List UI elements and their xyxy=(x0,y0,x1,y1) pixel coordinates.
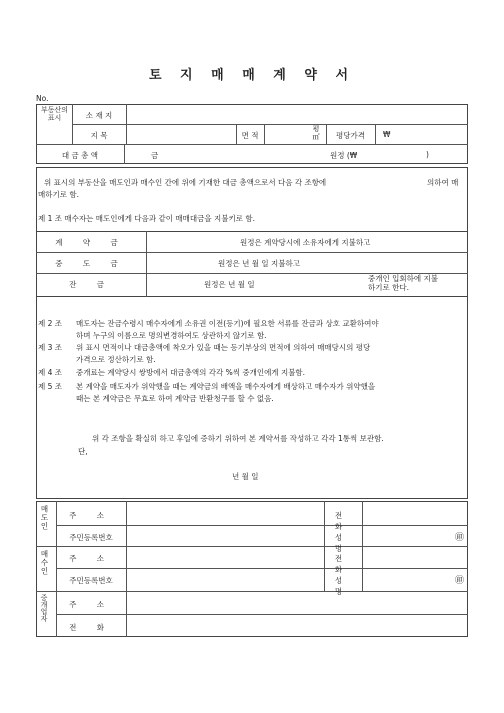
seller-address-label: 주 소 xyxy=(69,511,113,520)
land-type-value[interactable] xyxy=(127,125,235,143)
seller-name-field[interactable] xyxy=(363,526,453,545)
buyer-address-field[interactable] xyxy=(127,547,323,567)
intro-line-1: 위 표시의 부동산을 매도인과 매수인 간에 위에 기재한 대금 총액으로서 다음 각 조항에 xyxy=(44,178,327,187)
balance-amount-field[interactable] xyxy=(148,274,200,296)
broker-address-label: 주 소 xyxy=(69,600,113,609)
closing-line-1: 위 각 조항을 확실히 하고 후일에 증하기 위하여 본 계약서를 작성하고 각각 1통씩 보관함. xyxy=(92,434,384,443)
balance-note-line-2: 하기로 한다. xyxy=(368,283,409,292)
area-label: 면 적 xyxy=(241,131,259,140)
broker-section-label: 중개업자 xyxy=(40,594,48,622)
location-label: 소 재 지 xyxy=(85,111,113,120)
broker-phone-label: 전 화 xyxy=(69,623,113,632)
article-5-line-2: 때는 본 계약금은 무효로 하여 계약금 반환청구를 할 수 없음. xyxy=(76,394,274,403)
buyer-seal-mark: ㊞ xyxy=(455,576,465,586)
buyer-section-label: 매수인 xyxy=(40,550,49,576)
article-2-line-2: 하며 누구의 이름으로 명의변경하여도 상관하지 않기로 함. xyxy=(76,331,267,340)
payment-label-deposit: 계 약 금 xyxy=(55,238,127,247)
intro-line-2: 매하기로 함. xyxy=(38,190,79,199)
total-gold-label: 금 xyxy=(151,151,159,160)
payment-label-balance: 잔 금 xyxy=(69,280,113,289)
intro-line-1-end: 의하여 매 xyxy=(427,178,459,187)
seller-phone-label: 전 화 xyxy=(334,511,352,531)
area-unit xyxy=(308,125,324,141)
land-type-label: 지 목 xyxy=(90,131,108,140)
total-amount-value[interactable] xyxy=(165,145,325,163)
buyer-phone-field[interactable] xyxy=(363,547,467,567)
seller-seal-mark: ㊞ xyxy=(455,533,465,543)
total-won-label: 원정 (₩ xyxy=(330,151,358,160)
deposit-amount-field[interactable] xyxy=(148,232,236,251)
article-3-line-1: 위 표시 면적이나 대금총액에 착오가 있을 때는 등기부상의 면적에 의하여 매매당시의 평당 xyxy=(76,343,371,352)
contract-date: 년 월 일 xyxy=(232,472,259,481)
article-2-line-1: 매도자는 잔금수령시 매수자에게 소유권 이전(등기)에 필요한 서류를 잔금과 상호 교환하여야 xyxy=(76,319,379,328)
seller-id-field[interactable] xyxy=(127,526,323,545)
buyer-id-field[interactable] xyxy=(127,569,323,590)
area-value[interactable] xyxy=(265,125,305,143)
avg-price-value[interactable] xyxy=(395,125,465,143)
won-symbol: ₩ xyxy=(383,130,391,139)
article-3-number: 제 3 조 xyxy=(38,343,63,352)
seller-address-field[interactable] xyxy=(127,502,323,524)
payment-text-balance: 원정은 년 월 일 xyxy=(204,280,255,289)
buyer-phone-label: 전 화 xyxy=(334,554,352,574)
pyeong-unit: 평 xyxy=(312,125,320,133)
interim-amount-field[interactable] xyxy=(148,253,214,272)
buyer-id-label: 주민등록번호 xyxy=(69,576,113,585)
seller-id-label: 주민등록번호 xyxy=(69,533,113,542)
closing-line-2: 단, xyxy=(78,447,88,456)
article-4-line-1: 중개료는 계약당시 쌍방에서 대금총액의 각각 %씩 중개인에게 지불함. xyxy=(76,368,306,377)
balance-note-line-1: 중개인 입회하에 지불 xyxy=(368,274,438,283)
article-3-line-2: 가격으로 정산하기로 함. xyxy=(76,355,156,364)
broker-address-field[interactable] xyxy=(127,592,467,613)
seller-phone-field[interactable] xyxy=(363,502,467,524)
sqm-unit: ㎡ xyxy=(312,133,320,141)
buyer-name-label: 성 명 xyxy=(334,576,352,596)
article-1: 제 1 조 매수자는 매도인에게 다음과 같이 매매대금을 지불키로 함. xyxy=(38,214,255,223)
article-5-number: 제 5 조 xyxy=(38,382,63,391)
payment-text-interim: 원정은 년 월 일 지불하고 xyxy=(218,259,300,268)
balance-note xyxy=(368,274,438,292)
total-close-paren: ) xyxy=(426,150,429,159)
payment-label-interim: 중 도 금 xyxy=(55,259,127,268)
total-amount-label: 대 금 총 액 xyxy=(61,151,99,160)
buyer-address-label: 주 소 xyxy=(69,554,113,563)
article-5-line-1: 본 계약을 매도자가 위약했을 때는 계약금의 배액을 매수자에게 배상하고 매수자가 위약했을 xyxy=(76,382,376,391)
payment-text-deposit: 원정은 계약당시에 소유자에게 지불하고 xyxy=(240,238,371,247)
article-2-number: 제 2 조 xyxy=(38,319,63,328)
doc-number-label: No. xyxy=(36,94,49,103)
property-section-label: 부동산의 표시 xyxy=(40,106,69,122)
seller-section-label: 매도인 xyxy=(40,505,49,531)
buyer-name-field[interactable] xyxy=(363,569,453,590)
location-value[interactable] xyxy=(127,105,467,123)
article-4-number: 제 4 조 xyxy=(38,368,63,377)
avg-price-label: 평당가격 xyxy=(336,131,365,140)
document-title: 토 지 매 매 계 약 서 xyxy=(148,68,356,83)
seller-name-label: 성 명 xyxy=(334,533,352,553)
broker-phone-field[interactable] xyxy=(127,615,467,636)
